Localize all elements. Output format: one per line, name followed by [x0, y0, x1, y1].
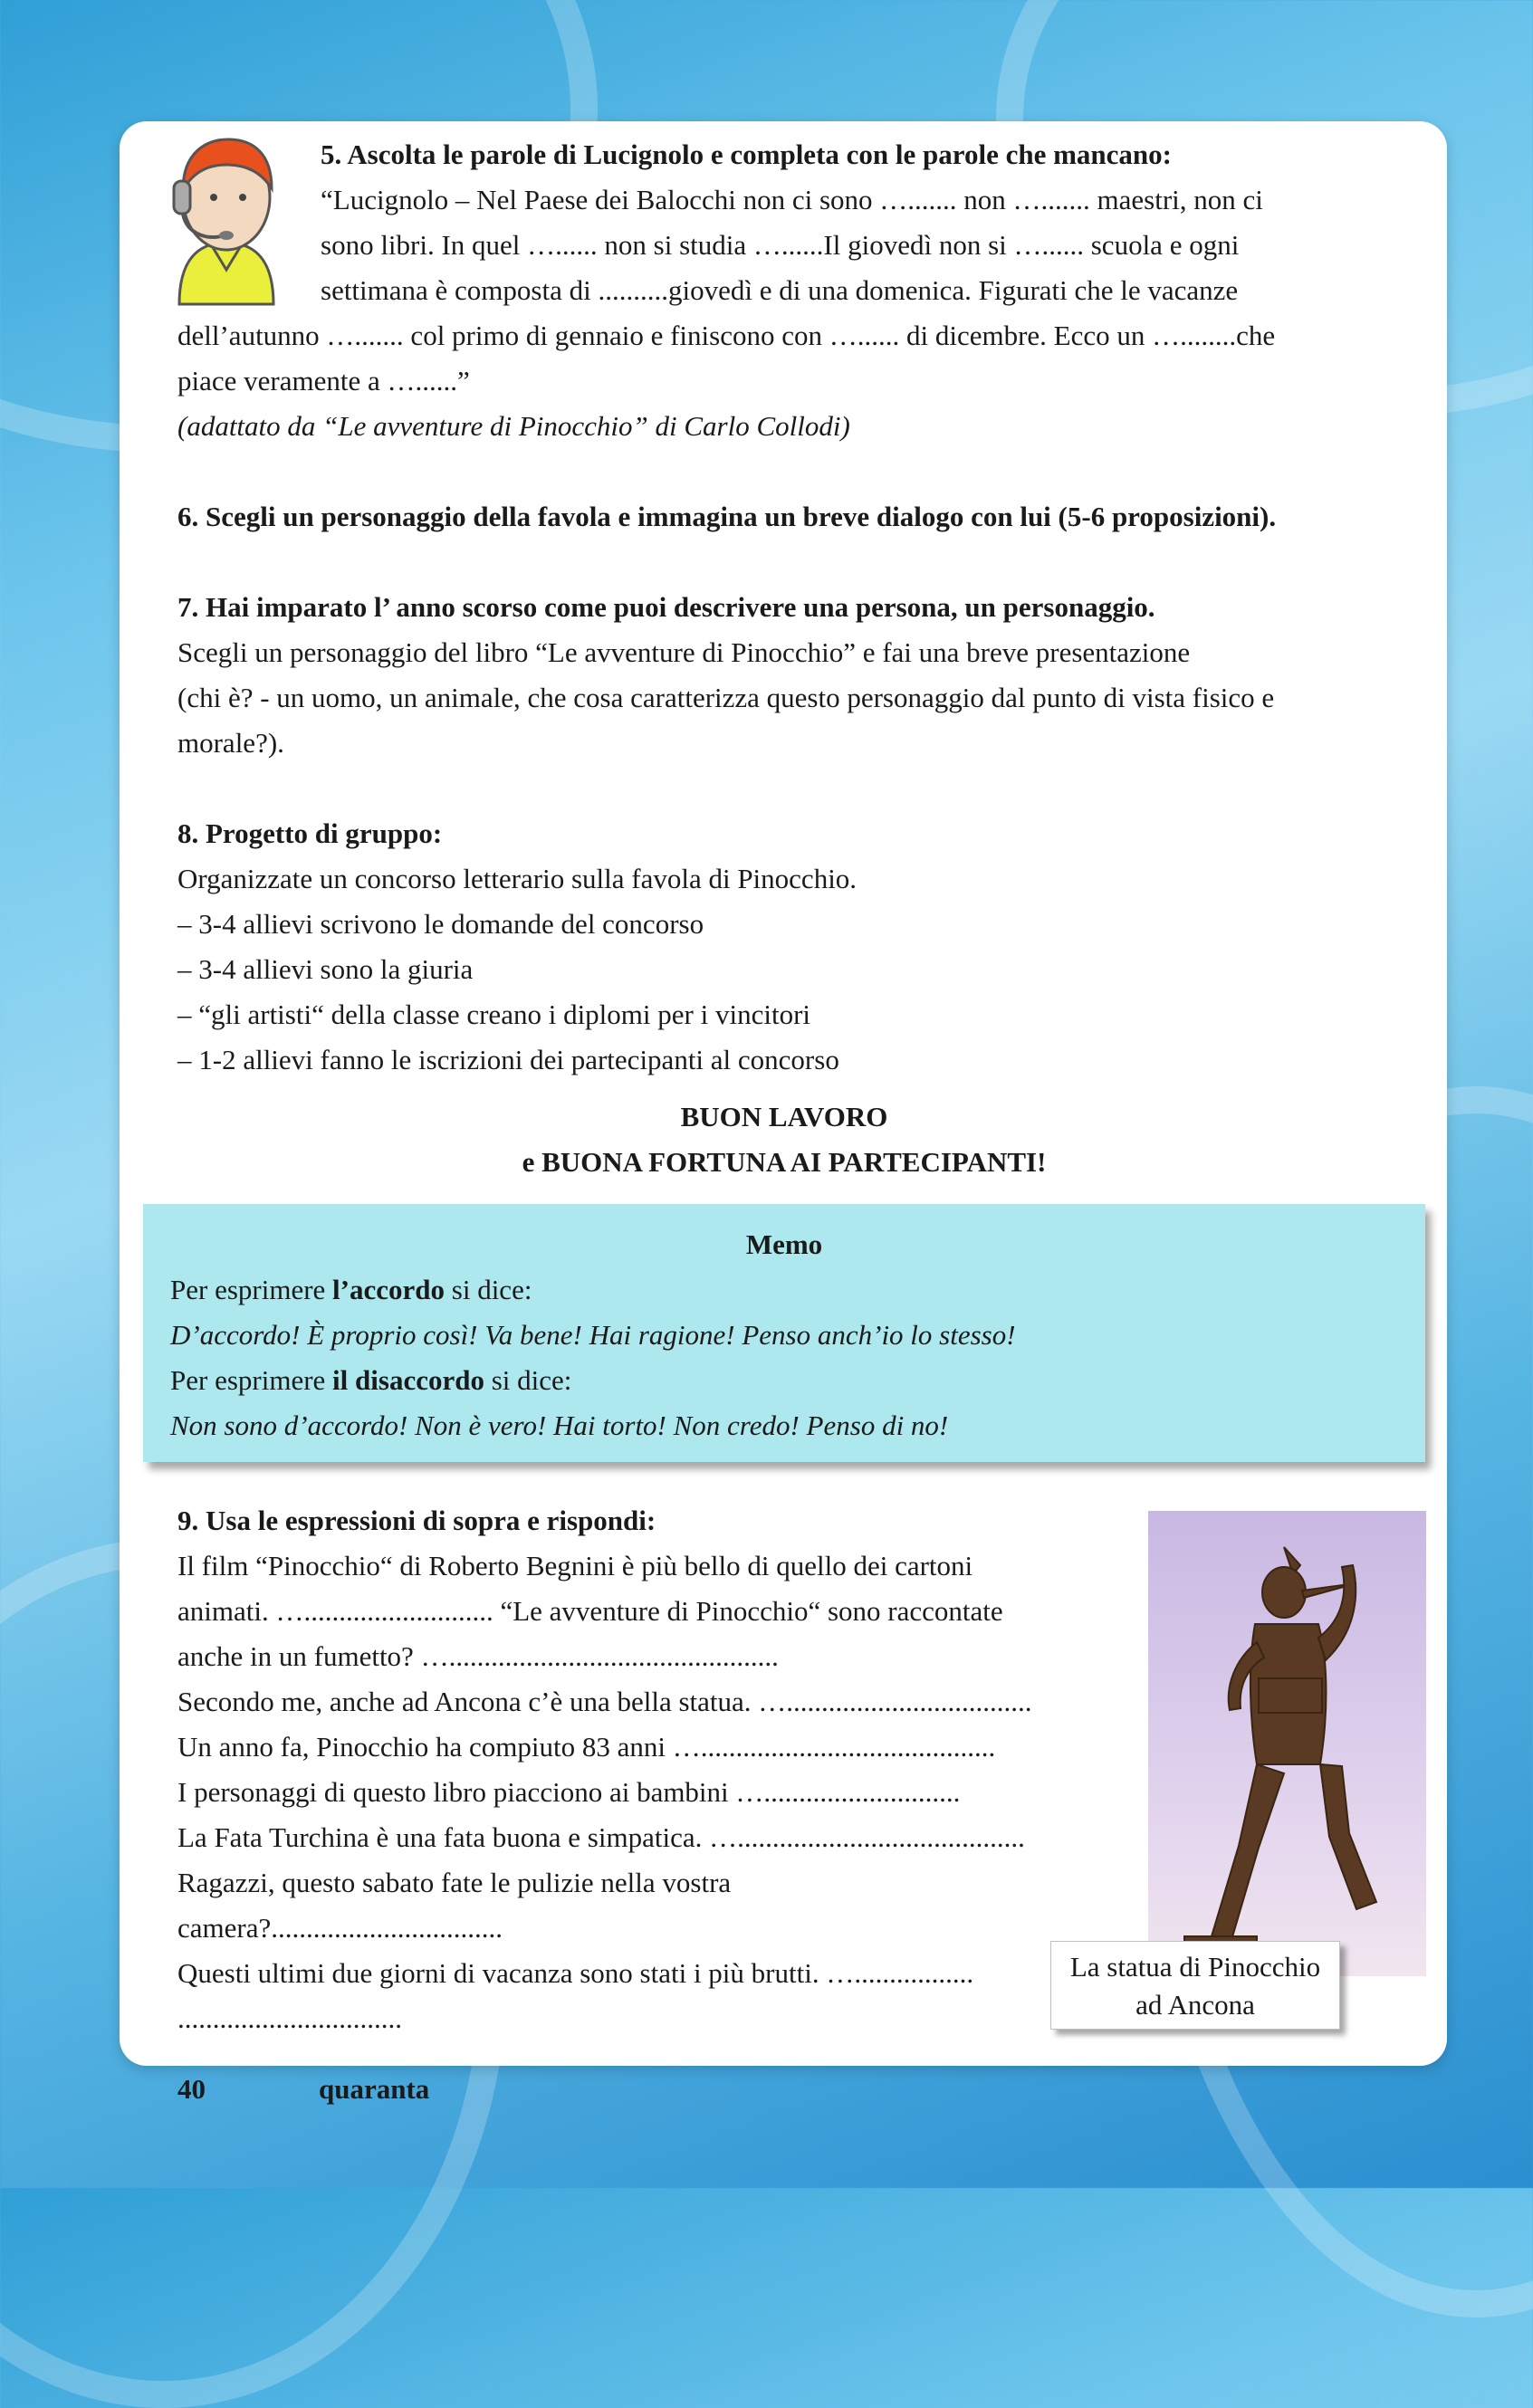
exercise-9-line: Ragazzi, questo sabato fate le pulizie nella vostra — [177, 1867, 732, 1898]
exercise-5-line: settimana è composta di ..........giovedì e di una domenica. Figurati che le vacanze — [321, 274, 1239, 306]
exercise-5-line: piace veramente a …......” — [177, 365, 470, 397]
exercise-8-line: – 3-4 allievi scrivono le domande del concorso — [177, 908, 704, 940]
exercise-6-title: 6. Scegli un personaggio della favola e immagina un breve dialogo con lui (5-6 proposizioni). — [177, 501, 1277, 532]
exercise-5-line: “Lucignolo – Nel Paese dei Balocchi non ci sono …....... non …....... maestri, non ci — [321, 184, 1263, 215]
caption-line: ad Ancona — [1135, 1989, 1255, 2021]
memo-agree-examples: D’accordo! È proprio così! Va bene! Hai ragione! Penso anch’io lo stesso! — [170, 1319, 1016, 1351]
exercise-9-line: camera?................................. — [177, 1912, 503, 1944]
closing-line-2: e BUONA FORTUNA AI PARTECIPANTI! — [522, 1146, 1047, 1178]
headset-student-icon — [170, 134, 283, 306]
memo-agree-label — [170, 1267, 532, 1313]
memo-agree-keyword: l’accordo — [332, 1274, 446, 1305]
exercise-5-line: sono libri. In quel …...... non si studia …......Il giovedì non si …...... scuola e ogni — [321, 229, 1240, 261]
statue-caption — [1050, 1941, 1340, 2030]
exercise-7-line: Scegli un personaggio del libro “Le avventure di Pinocchio” e fai una breve presentazione — [177, 636, 1191, 668]
memo-disagree-keyword: il disaccordo — [332, 1364, 484, 1396]
page-number-word: quaranta — [319, 2073, 430, 2105]
exercise-8-line: Organizzate un concorso letterario sulla favola di Pinocchio. — [177, 863, 858, 894]
memo-disagree-examples: Non sono d’accordo! Non è vero! Hai torto! Non credo! Penso di no! — [170, 1409, 949, 1441]
memo-agree-prefix: Per esprimere — [170, 1274, 333, 1305]
page-number: 40 — [177, 2073, 206, 2105]
exercise-9-line: Il film “Pinocchio“ di Roberto Begnini è più bello di quello dei cartoni — [177, 1550, 973, 1581]
exercise-8-line: – “gli artisti“ della classe creano i diplomi per i vincitori — [177, 999, 810, 1030]
closing-line-1: BUON LAVORO — [680, 1101, 888, 1132]
memo-disagree-prefix: Per esprimere — [170, 1364, 333, 1396]
caption-line: La statua di Pinocchio — [1069, 1951, 1321, 1983]
exercise-9-line: ................................ — [177, 2002, 402, 2034]
memo-agree-suffix: si dice: — [445, 1274, 532, 1305]
pinocchio-statue-icon — [1148, 1511, 1426, 1976]
statue-photo — [1148, 1511, 1426, 1976]
exercise-8-line: – 1-2 allievi fanno le iscrizioni dei partecipanti al concorso — [177, 1044, 839, 1075]
memo-disagree-suffix: si dice: — [484, 1364, 572, 1396]
exercise-9-line: anche in un fumetto? …............................................... — [177, 1640, 779, 1672]
exercise-9-line: Secondo me, anche ad Ancona c’è una bella statua. …................................... — [177, 1686, 1032, 1717]
memo-title: Memo — [745, 1228, 823, 1260]
exercise-8-title: 8. Progetto di gruppo: — [177, 817, 443, 849]
exercise-5-title: 5. Ascolta le parole di Lucignolo e completa con le parole che mancano: — [321, 139, 1172, 170]
exercise-9-line: animati. …........................... “Le avventure di Pinocchio“ sono raccontate — [177, 1595, 1003, 1627]
exercise-5-source: (adattato da “Le avventure di Pinocchio” di Carlo Collodi) — [177, 410, 850, 442]
exercise-9-line: Un anno fa, Pinocchio ha compiuto 83 anni ….......................................... — [177, 1731, 996, 1763]
exercise-7-line: morale?). — [177, 727, 284, 759]
memo-disagree-label — [170, 1358, 571, 1403]
exercise-9-title: 9. Usa le espressioni di sopra e rispondi: — [177, 1505, 656, 1536]
exercise-9-line: I personaggi di questo libro piacciono ai bambini …............................ — [177, 1776, 961, 1808]
exercise-7-line: (chi è? - un uomo, un animale, che cosa caratterizza questo personaggio dal punto di vista fisico e — [177, 682, 1275, 713]
exercise-5-line: dell’autunno …....... col primo di gennaio e finiscono con …...... di dicembre. Ecco un …........che — [177, 320, 1276, 351]
exercise-9-line: Questi ultimi due giorni di vacanza sono stati i più brutti. …................. — [177, 1957, 974, 1989]
exercise-8-line: – 3-4 allievi sono la giuria — [177, 953, 474, 985]
exercise-9-line: La Fata Turchina è una fata buona e simpatica. …......................................... — [177, 1821, 1025, 1853]
exercise-7-title: 7. Hai imparato l’ anno scorso come puoi descrivere una persona, un personaggio. — [177, 591, 1155, 623]
